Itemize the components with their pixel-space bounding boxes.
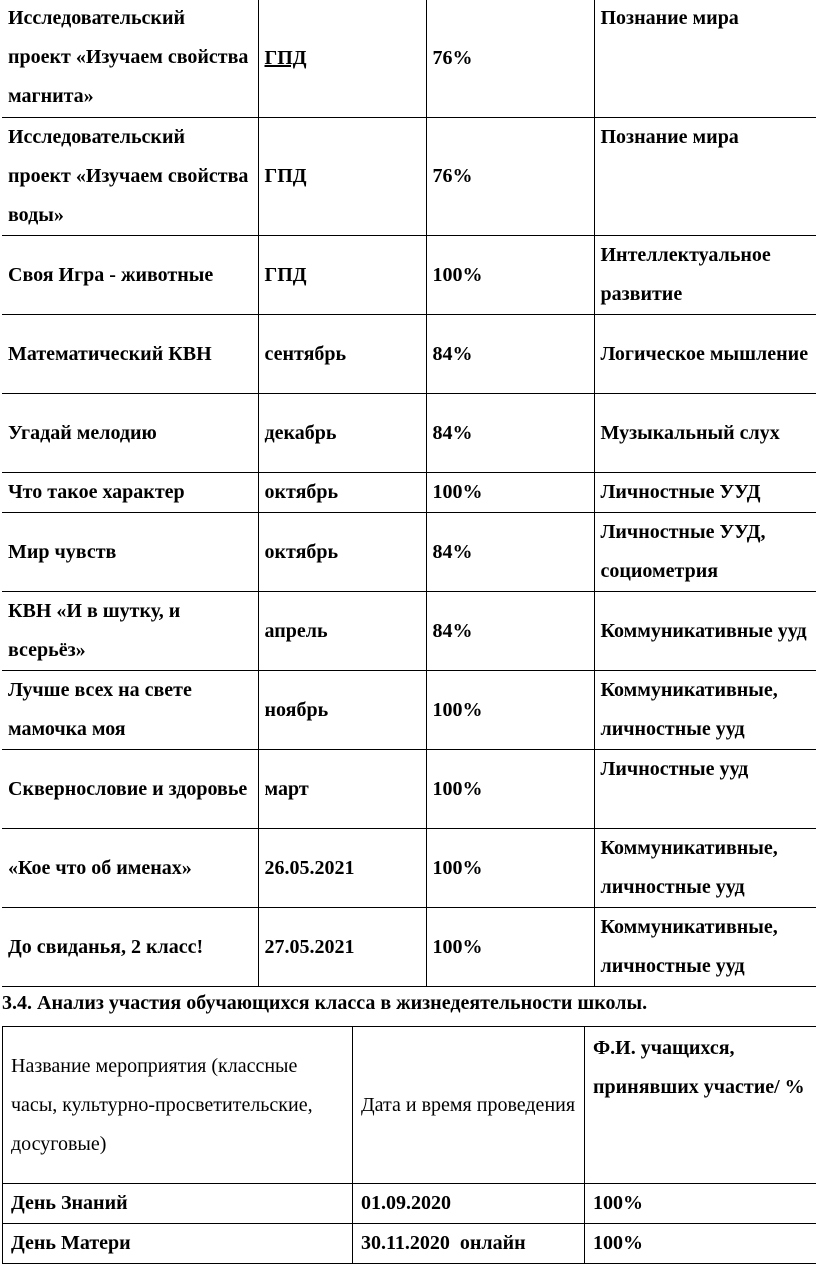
note-cell: Интеллектуальное развитие — [594, 236, 816, 315]
event-cell: КВН «И в шутку, и всерьёз» — [2, 592, 258, 671]
date-cell: ноябрь — [258, 671, 426, 750]
table-row — [2, 236, 816, 315]
event-cell: Исследовательский проект «Изучаем свойства магнита» — [2, 0, 258, 118]
note-cell: Коммуникативные, личностные ууд — [594, 829, 816, 908]
event-cell: Мир чувств — [2, 513, 258, 592]
table-row — [2, 908, 816, 987]
percent-cell: 100% — [426, 236, 594, 315]
date-cell: апрель — [258, 592, 426, 671]
percent-cell: 100% — [426, 750, 594, 829]
note-cell: Познание мира — [594, 118, 816, 236]
table-row — [2, 0, 816, 118]
note-cell: Музыкальный слух — [594, 394, 816, 473]
header-event-name: Название мероприятия (классные часы, культурно-просветительские, досуговые) — [3, 1027, 353, 1184]
event-cell: Что такое характер — [2, 473, 258, 513]
percent-cell: 100% — [426, 473, 594, 513]
table-row — [2, 513, 816, 592]
table-row — [2, 315, 816, 394]
percent-cell: 76% — [426, 118, 594, 236]
section-heading: 3.4. Анализ участия обучающихся класса в жизнедеятельности школы. — [2, 992, 648, 1014]
table-row — [2, 118, 816, 236]
event-cell: Лучше всех на свете мамочка моя — [2, 671, 258, 750]
table-row — [2, 473, 816, 513]
header-date: Дата и время проведения — [353, 1027, 585, 1184]
event-cell: День Матери — [3, 1224, 353, 1264]
event-cell: Своя Игра - животные — [2, 236, 258, 315]
date-cell: 01.09.2020 — [353, 1184, 585, 1224]
date-cell: декабрь — [258, 394, 426, 473]
date-cell: октябрь — [258, 513, 426, 592]
percent-cell: 100% — [426, 829, 594, 908]
note-cell: Познание мира — [594, 0, 816, 118]
event-cell: Угадай мелодию — [2, 394, 258, 473]
note-cell: Коммуникативные, личностные ууд — [594, 671, 816, 750]
percent-cell: 84% — [426, 394, 594, 473]
table-row — [2, 671, 816, 750]
date-cell — [258, 0, 426, 118]
event-cell: Исследовательский проект «Изучаем свойства воды» — [2, 118, 258, 236]
participation-cell: 100% — [585, 1224, 816, 1264]
table-row — [3, 1184, 816, 1224]
table-row — [2, 829, 816, 908]
note-cell: Коммуникативные ууд — [594, 592, 816, 671]
note-cell: Логическое мышление — [594, 315, 816, 394]
header-participants: Ф.И. учащихся, принявших участие/ % — [585, 1027, 816, 1184]
note-cell: Личностные УУД — [594, 473, 816, 513]
event-cell: Математический КВН — [2, 315, 258, 394]
date-cell: октябрь — [258, 473, 426, 513]
participation-cell: 100% — [585, 1184, 816, 1224]
event-cell: День Знаний — [3, 1184, 353, 1224]
date-cell: сентябрь — [258, 315, 426, 394]
percent-cell: 76% — [426, 0, 594, 118]
date-cell: март — [258, 750, 426, 829]
event-cell: До свиданья, 2 класс! — [2, 908, 258, 987]
table-row — [3, 1224, 816, 1264]
date-cell: 27.05.2021 — [258, 908, 426, 987]
date-cell: 30.11.2020 онлайн — [353, 1224, 585, 1264]
percent-cell: 84% — [426, 513, 594, 592]
percent-cell: 100% — [426, 908, 594, 987]
percent-cell: 84% — [426, 315, 594, 394]
event-cell: «Кое что об именах» — [2, 829, 258, 908]
date-cell: ГПД — [258, 236, 426, 315]
note-cell: Коммуникативные, личностные ууд — [594, 908, 816, 987]
event-cell: Сквернословие и здоровье — [2, 750, 258, 829]
percent-cell: 100% — [426, 671, 594, 750]
school-life-table — [2, 1026, 816, 1264]
note-cell: Личностные УУД, социометрия — [594, 513, 816, 592]
date-text: ГПД — [264, 46, 307, 69]
table-row — [2, 750, 816, 829]
date-cell: ГПД — [258, 118, 426, 236]
header-row — [3, 1027, 816, 1184]
table-row — [2, 394, 816, 473]
note-cell: Личностные ууд — [594, 750, 816, 829]
date-cell: 26.05.2021 — [258, 829, 426, 908]
percent-cell: 84% — [426, 592, 594, 671]
table-row — [2, 592, 816, 671]
events-table — [2, 0, 816, 987]
